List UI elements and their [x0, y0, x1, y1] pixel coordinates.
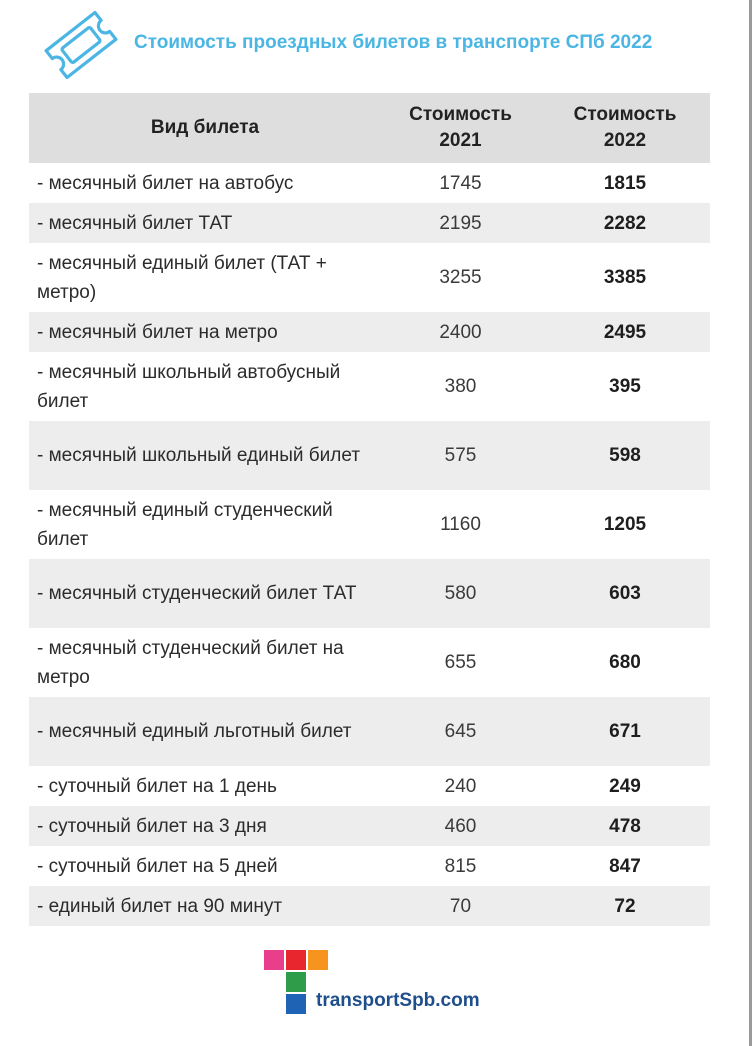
cost-2021: 2400 — [381, 312, 540, 352]
column-header-cost-2021 — [381, 93, 540, 163]
column-header-cost-2021-line2: 2021 — [439, 130, 482, 151]
cost-2021: 240 — [381, 766, 540, 806]
ticket-icon — [36, 6, 126, 84]
header — [36, 6, 716, 84]
table-row — [29, 421, 710, 490]
logo-square-blue — [286, 994, 306, 1014]
cost-2022: 3385 — [540, 243, 710, 312]
cost-2021: 70 — [381, 886, 540, 926]
cost-2022: 2495 — [540, 312, 710, 352]
ticket-name: - месячный студенческий билет на метро — [29, 628, 381, 697]
logo-text: transportSpb.com — [316, 990, 480, 1011]
cost-2021: 580 — [381, 559, 540, 628]
cost-2022: 1815 — [540, 163, 710, 203]
page-title: Стоимость проездных билетов в транспорте СПб 2022 — [134, 32, 653, 53]
cost-2022: 598 — [540, 421, 710, 490]
ticket-name: - месячный единый льготный билет — [29, 697, 381, 766]
cost-2021: 815 — [381, 846, 540, 886]
prices-table — [29, 93, 710, 926]
table-row — [29, 163, 710, 203]
ticket-name: - месячный студенческий билет ТАТ — [29, 559, 381, 628]
column-header-cost-2022-line2: 2022 — [603, 130, 647, 151]
cost-2022: 478 — [540, 806, 710, 846]
cost-2022: 847 — [540, 846, 710, 886]
table-row — [29, 559, 710, 628]
table-row — [29, 886, 710, 926]
ticket-name: - месячный школьный единый билет — [29, 421, 381, 490]
logo-square-green — [286, 972, 306, 992]
cost-2021: 1160 — [381, 490, 540, 559]
table-row — [29, 352, 710, 421]
column-header-ticket-type-label: Вид билета — [150, 117, 260, 138]
ticket-name: - месячный билет ТАТ — [29, 203, 381, 243]
table-row — [29, 490, 710, 559]
table-row — [29, 806, 710, 846]
cost-2022: 395 — [540, 352, 710, 421]
cost-2022: 2282 — [540, 203, 710, 243]
column-header-cost-2022-line1: Стоимость — [573, 104, 677, 125]
column-header-ticket-type — [29, 93, 381, 163]
ticket-name: - месячный единый билет (ТАТ + метро) — [29, 243, 381, 312]
table-header-row — [29, 93, 710, 163]
ticket-name: - месячный билет на автобус — [29, 163, 381, 203]
ticket-name: - суточный билет на 1 день — [29, 766, 381, 806]
cost-2022: 1205 — [540, 490, 710, 559]
cost-2021: 575 — [381, 421, 540, 490]
cost-2021: 1745 — [381, 163, 540, 203]
logo-square-pink — [264, 950, 284, 970]
ticket-name: - суточный билет на 5 дней — [29, 846, 381, 886]
ticket-name: - единый билет на 90 минут — [29, 886, 381, 926]
cost-2022: 680 — [540, 628, 710, 697]
cost-2022: 671 — [540, 697, 710, 766]
cost-2021: 2195 — [381, 203, 540, 243]
cost-2022: 249 — [540, 766, 710, 806]
ticket-name: - месячный единый студенческий билет — [29, 490, 381, 559]
table-row — [29, 243, 710, 312]
logo-square-orange — [308, 950, 328, 970]
cost-2021: 645 — [381, 697, 540, 766]
ticket-name: - месячный билет на метро — [29, 312, 381, 352]
table-row — [29, 697, 710, 766]
table-row — [29, 766, 710, 806]
cost-2021: 3255 — [381, 243, 540, 312]
cost-2022: 603 — [540, 559, 710, 628]
logo-square-red — [286, 950, 306, 970]
table-row — [29, 628, 710, 697]
ticket-name: - суточный билет на 3 дня — [29, 806, 381, 846]
table-row — [29, 203, 710, 243]
table-row — [29, 312, 710, 352]
ticket-name: - месячный школьный автобусный билет — [29, 352, 381, 421]
column-header-cost-2022 — [540, 93, 710, 163]
cost-2022: 72 — [540, 886, 710, 926]
table-row — [29, 846, 710, 886]
transportspb-logo — [264, 950, 504, 1020]
column-header-cost-2021-line1: Стоимость — [409, 104, 512, 125]
cost-2021: 655 — [381, 628, 540, 697]
cost-2021: 380 — [381, 352, 540, 421]
cost-2021: 460 — [381, 806, 540, 846]
